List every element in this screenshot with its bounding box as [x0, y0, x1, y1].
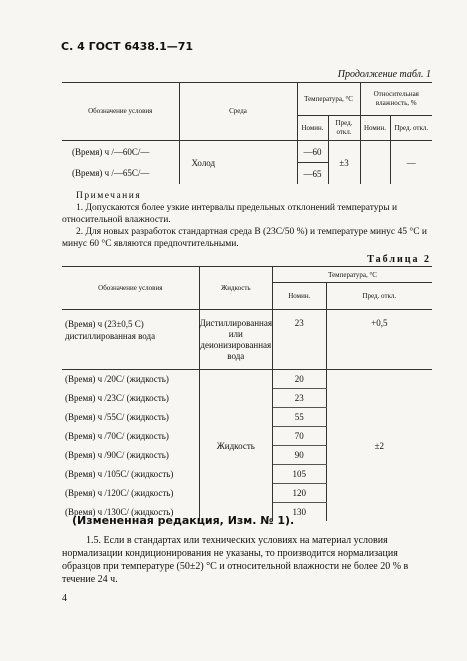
t2-nominal-cell: 120: [273, 484, 327, 503]
t1-sub-deviation-temp: Пред. откл.: [328, 116, 360, 141]
t1-sub-deviation-humidity: Пред. откл.: [394, 123, 429, 132]
notes: [62, 190, 432, 250]
page-number: 4: [62, 593, 67, 604]
t1-condition-cell: (Время) ч /—60С/—: [62, 141, 179, 163]
t1-header-temperature: Температура, °С: [297, 83, 360, 116]
table-2: [62, 266, 432, 521]
t2-nominal-cell: 70: [273, 427, 327, 446]
t1-header-humidity: Относительная влажность, %: [360, 83, 432, 116]
t1-temp-deviation-cell: ±3: [328, 141, 360, 185]
t2-condition-cell: (Время) ч /120С/ (жидкость): [62, 484, 199, 503]
table-continuation-label: Продолжение табл. 1: [337, 69, 431, 80]
t2-nominal-cell: 23: [273, 389, 327, 408]
t1-humidity-nominal-cell: [360, 141, 390, 185]
t1-sub-nominal-temp: Номин.: [297, 116, 328, 141]
t2-header-condition: Обозначение условия: [62, 267, 199, 310]
paragraph-text: 1.5. Если в стандартах или технических условиях на материал условия нормализации кондиционирования не указаны, то производится нормализация образцов при температуре (50±2) °С и относительной влажности не более 20 % в течение 24 ч.: [62, 535, 409, 585]
t2-sub-deviation: Пред. откл.: [362, 292, 397, 300]
t2-deviation-group-cell: ±2: [326, 370, 432, 522]
t1-sub-nominal-humidity: Номин.: [360, 116, 390, 141]
t2-condition-cell: (Время) ч /20С/ (жидкость): [62, 370, 199, 389]
t2-nominal-cell: 90: [273, 446, 327, 465]
table-2-title: Таблица 2: [367, 254, 431, 265]
t1-nominal-cell: —60: [297, 141, 328, 163]
table-1: [62, 82, 432, 184]
t2-header-temperature: Температура, °С: [273, 267, 433, 283]
t2-deviation-cell: +0,5: [326, 310, 432, 370]
t2-nominal-cell: 23: [273, 310, 327, 370]
t2-condition-cell: (Время) ч /130С/ (жидкость): [62, 503, 199, 522]
t2-condition-cell: (Время) ч /70С/ (жидкость): [62, 427, 199, 446]
note-1: 1. Допускаются более узкие интервалы предельных отклонений температуры и относительной влажности.: [62, 203, 398, 225]
page-header: С. 4 ГОСТ 6438.1—71: [61, 40, 194, 53]
t2-liquid-group-cell: Жидкость: [199, 370, 272, 522]
t2-condition-cell: (Время) ч /90С/ (жидкость): [62, 446, 199, 465]
t1-header-medium: Среда: [179, 83, 297, 141]
t2-condition-cell: (Время) ч /55С/ (жидкость): [62, 408, 199, 427]
t1-humidity-deviation-cell: —: [390, 141, 432, 185]
t1-condition-cell: (Время) ч /—65С/—: [62, 163, 179, 185]
t1-header-condition: Обозначение условия: [62, 83, 179, 141]
t2-nominal-cell: 20: [273, 370, 327, 389]
t2-condition-cell: (Время) ч /23С/ (жидкость): [62, 389, 199, 408]
t2-condition-cell: (Время) ч /105С/ (жидкость): [62, 465, 199, 484]
t2-nominal-cell: 55: [273, 408, 327, 427]
amendment-note: (Измененная редакция, Изм. № 1).: [72, 514, 295, 527]
t1-medium-cell: Холод: [179, 141, 297, 185]
notes-title: Примечания: [76, 191, 142, 201]
t2-nominal-cell: 130: [273, 503, 327, 522]
note-2: 2. Для новых разработок стандартная среда В (23С/50 %) и температуре минус 45 °С и минус 60 °С являются предпочтительными.: [62, 227, 427, 249]
t2-header-liquid: Жидкость: [199, 267, 272, 310]
t2-nominal-cell: 105: [273, 465, 327, 484]
t2-liquid-cell: Дистиллированная или деионизированная вода: [199, 310, 272, 370]
t2-condition-cell: (Время) ч (23±0,5 С) дистиллированная вода: [62, 310, 199, 370]
t1-nominal-cell: —65: [297, 163, 328, 185]
paragraph-1-5: [62, 534, 434, 586]
t2-sub-nominal: Номин.: [273, 283, 327, 310]
